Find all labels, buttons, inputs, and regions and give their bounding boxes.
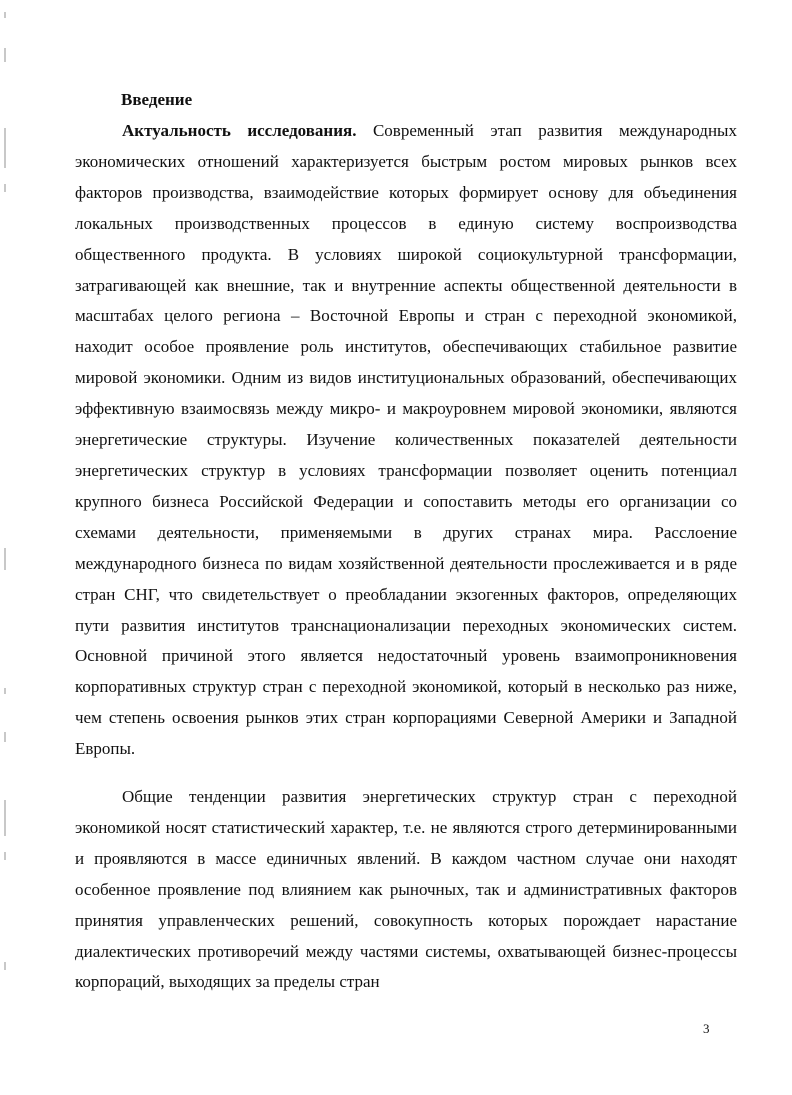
paragraph-lead: Актуальность исследования. [122,121,357,140]
scan-artifact-mark [4,688,6,694]
scan-artifact-mark [4,548,6,570]
scan-artifact-mark [4,184,6,192]
scan-artifact-mark [4,800,6,836]
scan-artifact-mark [4,852,6,860]
scan-artifact-mark [4,48,6,62]
section-heading: Введение [121,90,193,109]
scan-artifact-mark [4,128,6,168]
scan-artifact-mark [4,732,6,742]
paragraph-trends: Общие тенденции развития энергетических структур стран с переходной экономикой носят статистический характер, т.е. не являются строго детерминированными и проявляются в массе единичных явлений. В каждом частном случае они находят особенное проявление под влиянием как рыночных, так и административных факторов принятия управленческих решений, совокупность которых порождает нарастание диалектических противоречий между частями системы, охватывающей бизнес-процессы корпораций, выходящих за пределы стран [75,787,737,992]
scan-artifact-mark [4,962,6,970]
scan-artifact-mark [4,12,6,18]
paragraph-relevance [75,116,737,765]
page-number: 3 [703,1021,710,1036]
paragraph-text: Современный этап развития международных экономических отношений характеризуется быстрым ростом мировых рынков всех факторов производства, взаимодействие которых формирует основу для объединения локальных производственных процессов в единую систему воспроизводства общественного продукта. В условиях широкой социокультурной трансформации, затрагивающей как внешние, так и внутренние аспекты общественной деятельности в масштабах целого региона – Восточной Европы и стран с переходной экономикой, находит особое проявление роль институтов, обеспечивающих стабильное развитие мировой экономики. Одним из видов институциональных образований, обеспечивающих эффективную взаимосвязь между микро- и макроуровнем мировой экономики, являются энергетические структуры. Изучение количественных показателей деятельности энергетических структур в условиях трансформации позволяет оценить потенциал крупного бизнеса Российской Федерации и сопоставить методы его организации со схемами деятельности, применяемыми в других странах мира. Расслоение международного бизнеса по видам хозяйственной деятельности прослеживается и в ряде стран СНГ, что свидетельствует о преобладании экзогенных факторов, определяющих пути развития институтов транснационализации переходных экономических систем. Основной причиной этого является недостаточный уровень взаимопроникновения корпоративных структур стран с переходной экономикой, который в несколько раз ниже, чем степень освоения рынков этих стран корпорациями Северной Америки и Западной Европы. [75,121,737,759]
